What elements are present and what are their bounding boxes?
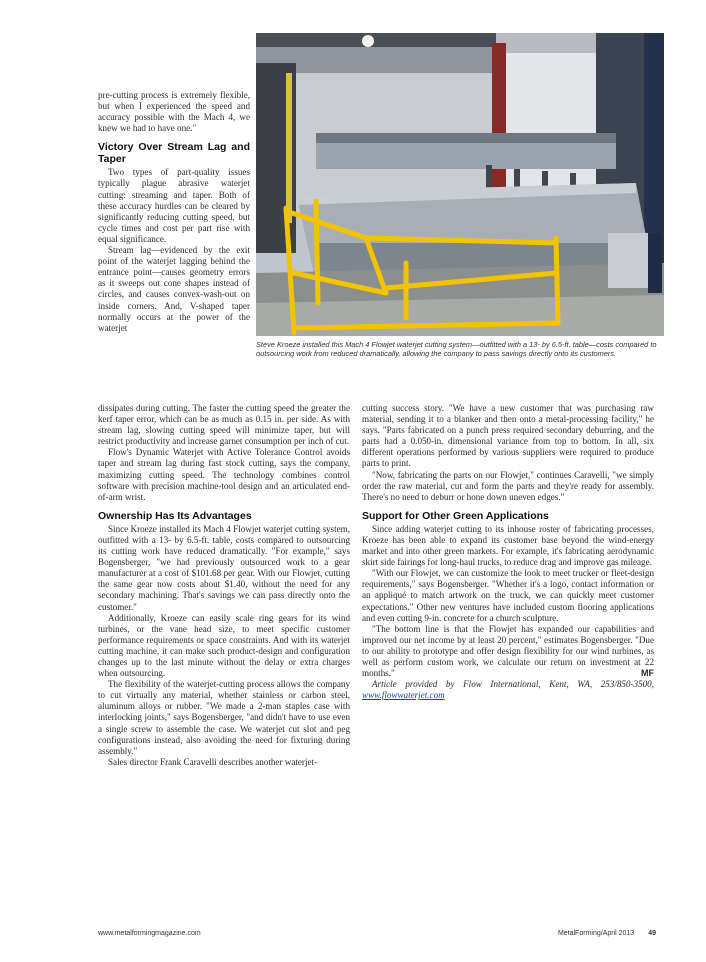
credit-link[interactable]: www.flowwaterjet.com [362, 690, 445, 701]
paragraph: "Now, fabricating the parts on our Flowjet," continues Caravelli, "we simply order the raw material, cut and form the parts and they're ready for assembly. There's no need to deburr or hone down uneven edges." [362, 469, 654, 502]
right-column [362, 403, 654, 701]
paragraph: Flow's Dynamic Waterjet with Active Tolerance Control avoids taper and stream lag during fast stock cutting, says the company, maximizing cutting speed. The technology combines control software with precision machine-tool design and an articulated end-of-arm wrist. [98, 447, 350, 502]
photo-illustration [256, 33, 664, 336]
paragraph: dissipates during cutting. The faster the cutting speed the greater the kerf taper error, which can be as much as 0.15 in. per side. As with stream lag, slowing cutting speed will minimize taper, but will restrict productivity and increase garnet consumption per inch of cut. [98, 403, 350, 447]
article-credit [362, 679, 654, 701]
paragraph-text: "The bottom line is that the Flowjet has expanded our capabilities and improved our net income by at least 20 percent," estimates Bogensberger. "Due to our ability to prototype and offer design flexibility for our wind turbines, as well as perform custom work, we calculate our return on investment at 22 months." [362, 623, 654, 679]
page-number: 49 [648, 930, 656, 937]
credit-text: Article provided by Flow International, Kent, WA, 253/850-3500, [372, 679, 654, 690]
paragraph: Stream lag—evidenced by the exit point of the waterjet lagging behind the entrance point—causes geometry errors as it sweeps out cone shapes instead of circles, and causes convex-wash-out on inside corners. And, V-shaped taper normally occurs at the power of the waterjet [98, 245, 250, 333]
left-column [98, 403, 350, 768]
paragraph: Since Kroeze installed its Mach 4 Flowjet waterjet cutting system, outfitted with a 13- by 6.5-ft. table, costs compared to outsourcing its cutting work have reduced dramatically. "For example," says Bogensberger, "we had previously outsourced work to a gear manufacturer at a cost of $101.68 per gear. With our Flowjet, cutting the same gear now costs about $1.40, without the need for any secondary machining. That's savings we can pass directly onto the customer." [98, 523, 350, 612]
paragraph [362, 624, 654, 679]
paragraph: Sales director Frank Caravelli describes another waterjet- [108, 756, 318, 767]
paragraph: pre-cutting process is extremely flexible, but when I experienced the speed and accuracy possible with the Mach 4, we knew we had to have one." [98, 90, 250, 134]
paragraph: The flexibility of the waterjet-cutting process allows the company to cut virtually any material, whether stainless or carbon steel, aluminum alloys or rubber. "We made a 2-man staples case with interlocking joints," says Bogensberger, "and didn't have to use even a single screw to assemble the case. We waterjet cut slot and peg configurations instead, also avoiding the need for fixturing during assembly." [98, 679, 350, 756]
paragraph: Since adding waterjet cutting to its inhouse roster of fabricating processes, Kroeze has been able to expand its customer base beyond the wind-energy market and into other green markets. For example, it's fabricating aerodynamic skirt side fairings for long-haul trucks, to reduce drag and improve gas mileage. [362, 523, 654, 568]
footer-publication [558, 930, 656, 937]
footer-website: www.metalformingmagazine.com [98, 930, 201, 937]
section-heading: Support for Other Green Applications [362, 509, 549, 522]
footer-issue: MetalForming/April 2013 [557, 930, 635, 937]
paragraph: cutting success story. "We have a new customer that was purchasing raw material, sending it to a blanker and then onto a metal-processing facility," he says. "Parts fabricated on a punch press required secondary deburring, and the parts had a 0.050-in. dimensional variance from top to bottom. In all, six different operations performed by various suppliers were required to produce parts to print. [362, 403, 654, 469]
photo-caption: Steve Kroeze installed this Mach 4 Flowjet waterjet cutting system—outfitted with a 13- by 6.5-ft. table—costs compared to outsourcing work from reduced dramatically, allowing the company to pass savings directly onto its customers. [256, 340, 657, 358]
paragraph: Additionally, Kroeze can easily scale ring gears for its wind turbines, or the vane head size, to meet specific customer performance requirements or space constraints. And with its waterjet cutting machine, it can make such product-design and configuration changes up to the last minute without the delay or extra charges when outsourcing. [98, 612, 350, 679]
section-heading: Victory Over Stream Lag and Taper [98, 141, 250, 166]
top-left-column [98, 90, 250, 334]
waterjet-machine-photo [256, 33, 664, 336]
section-heading: Ownership Has Its Advantages [98, 509, 252, 522]
paragraph: Two types of part-quality issues typically plague abrasive waterjet cutting: streaming and taper. Both of these accuracy hurdles can be cleared by significantly reducing cutting speed, but cycle times and cost per part rise with equal significance. [98, 167, 250, 244]
end-mark: MF [641, 668, 654, 679]
paragraph: "With our Flowjet, we can customize the look to meet trucker or fleet-design requirements," says Bogensberger. "Whether it's a logo, contact information or an appliqué to match artwork on the truck, we can quickly meet customer expectations." Other new ventures have included custom flooring applications and even cutting 9-in. concrete for a church sculpture. [362, 568, 654, 623]
